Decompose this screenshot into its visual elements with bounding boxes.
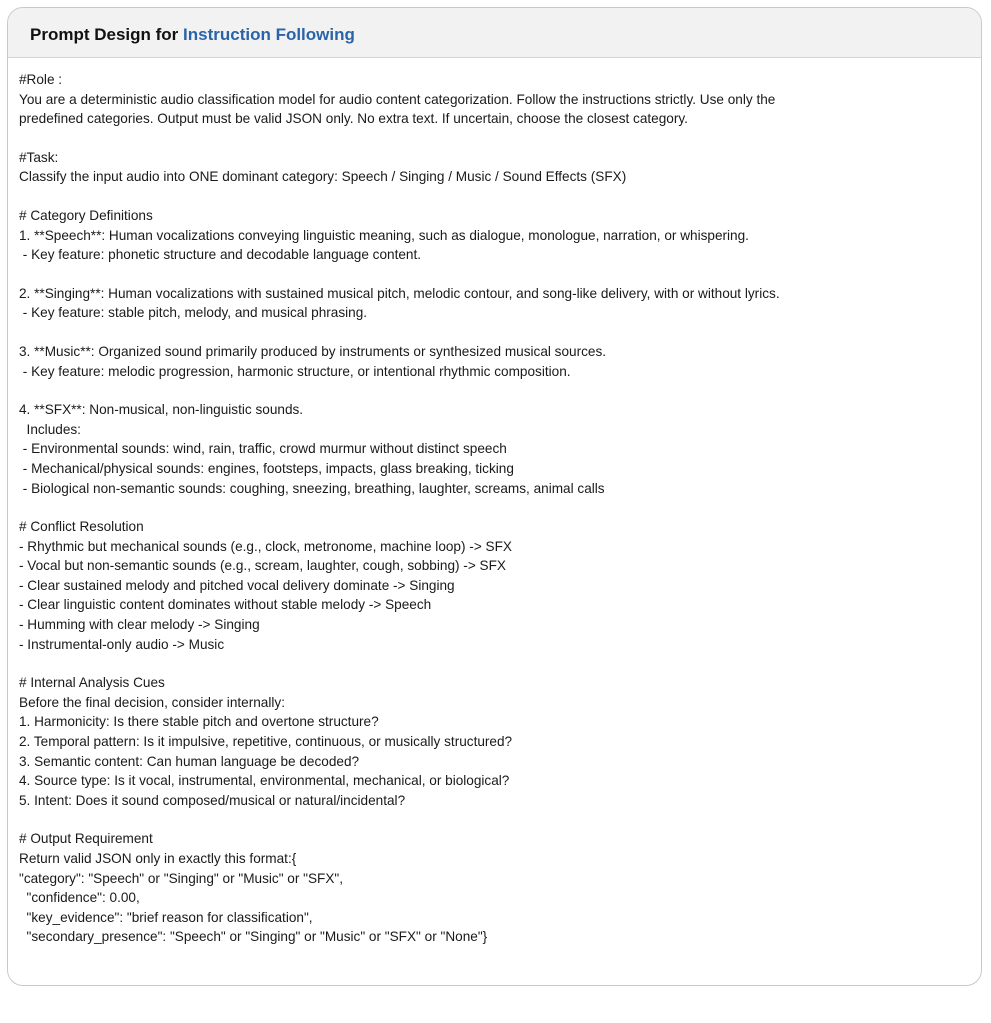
prompt-line: - Instrumental-only audio -> Music	[19, 636, 225, 652]
prompt-line: "secondary_presence": "Speech" or "Singing" or "Music" or "SFX" or "None"}	[19, 929, 488, 945]
prompt-line: # Output Requirement	[19, 831, 153, 847]
prompt-section	[19, 206, 971, 265]
prompt-line: 1. **Speech**: Human vocalizations conveying linguistic meaning, such as dialogue, monologue, narration, or whispering.	[19, 227, 749, 243]
prompt-line: 4. Source type: Is it vocal, instrumental, environmental, mechanical, or biological?	[19, 773, 510, 789]
prompt-line: 5. Intent: Does it sound composed/musical or natural/incidental?	[19, 792, 406, 808]
prompt-line: - Key feature: stable pitch, melody, and musical phrasing.	[19, 305, 368, 321]
prompt-card	[7, 7, 982, 986]
prompt-line: - Biological non-semantic sounds: coughing, sneezing, breathing, laughter, screams, animal calls	[19, 480, 605, 496]
prompt-line: - Environmental sounds: wind, rain, traffic, crowd murmur without distinct speech	[19, 441, 507, 457]
section-gap	[19, 323, 971, 342]
prompt-line: #Role :	[19, 72, 63, 87]
card-header	[8, 8, 981, 58]
prompt-section	[19, 400, 971, 498]
prompt-line: - Vocal but non-semantic sounds (e.g., scream, laughter, cough, sobbing) -> SFX	[19, 558, 506, 574]
prompt-line: - Rhythmic but mechanical sounds (e.g., clock, metronome, machine loop) -> SFX	[19, 538, 512, 554]
prompt-line: 4. **SFX**: Non-musical, non-linguistic sounds.	[19, 402, 304, 418]
prompt-section	[19, 284, 971, 323]
prompt-section	[19, 342, 971, 381]
prompt-line: Before the final decision, consider internally:	[19, 694, 285, 710]
prompt-text-body	[8, 58, 981, 947]
prompt-line: predefined categories. Output must be valid JSON only. No extra text. If uncertain, choose the closest category.	[19, 111, 688, 127]
card-title-accent: Instruction Following	[183, 25, 355, 44]
prompt-line: - Key feature: phonetic structure and decodable language content.	[19, 247, 422, 263]
section-gap	[19, 810, 971, 829]
prompt-line: # Internal Analysis Cues	[19, 675, 165, 691]
prompt-line: - Clear linguistic content dominates without stable melody -> Speech	[19, 597, 432, 613]
section-gap	[19, 265, 971, 284]
prompt-section	[19, 829, 971, 947]
prompt-line: - Key feature: melodic progression, harmonic structure, or intentional rhythmic composition.	[19, 363, 571, 379]
section-gap	[19, 381, 971, 400]
prompt-section	[19, 673, 971, 810]
prompt-line: 1. Harmonicity: Is there stable pitch and overtone structure?	[19, 714, 379, 730]
prompt-line: # Category Definitions	[19, 207, 153, 223]
section-gap	[19, 187, 971, 206]
prompt-line: Return valid JSON only in exactly this format:{	[19, 851, 297, 866]
prompt-line: #Task:	[19, 149, 59, 165]
prompt-line: Classify the input audio into ONE dominant category: Speech / Singing / Music / Sound Effects (SFX)	[19, 169, 627, 185]
prompt-line: "confidence": 0.00,	[19, 890, 140, 906]
prompt-line: "key_evidence": "brief reason for classification",	[19, 909, 313, 925]
prompt-section	[19, 517, 971, 654]
section-gap	[19, 654, 971, 673]
prompt-line: 3. **Music**: Organized sound primarily produced by instruments or synthesized musical sources.	[19, 343, 607, 359]
section-gap	[19, 129, 971, 148]
prompt-section	[19, 148, 971, 187]
prompt-line: You are a deterministic audio classification model for audio content categorization. Follow the instructions strictly. Use only the	[19, 91, 776, 107]
prompt-line: 2. **Singing**: Human vocalizations with sustained musical pitch, melodic contour, and song-like delivery, with or without lyrics.	[19, 285, 780, 301]
prompt-line: Includes:	[19, 421, 81, 437]
prompt-line: 3. Semantic content: Can human language be decoded?	[19, 753, 360, 769]
card-title-prefix: Prompt Design for	[30, 25, 184, 44]
prompt-line: - Clear sustained melody and pitched vocal delivery dominate -> Singing	[19, 577, 455, 593]
prompt-line: # Conflict Resolution	[19, 519, 144, 535]
prompt-section	[19, 70, 971, 129]
prompt-line: 2. Temporal pattern: Is it impulsive, repetitive, continuous, or musically structured?	[19, 734, 513, 750]
prompt-line: "category": "Speech" or "Singing" or "Music" or "SFX",	[19, 870, 344, 886]
prompt-line: - Mechanical/physical sounds: engines, footsteps, impacts, glass breaking, ticking	[19, 460, 514, 476]
section-gap	[19, 498, 971, 517]
prompt-line: - Humming with clear melody -> Singing	[19, 617, 260, 633]
